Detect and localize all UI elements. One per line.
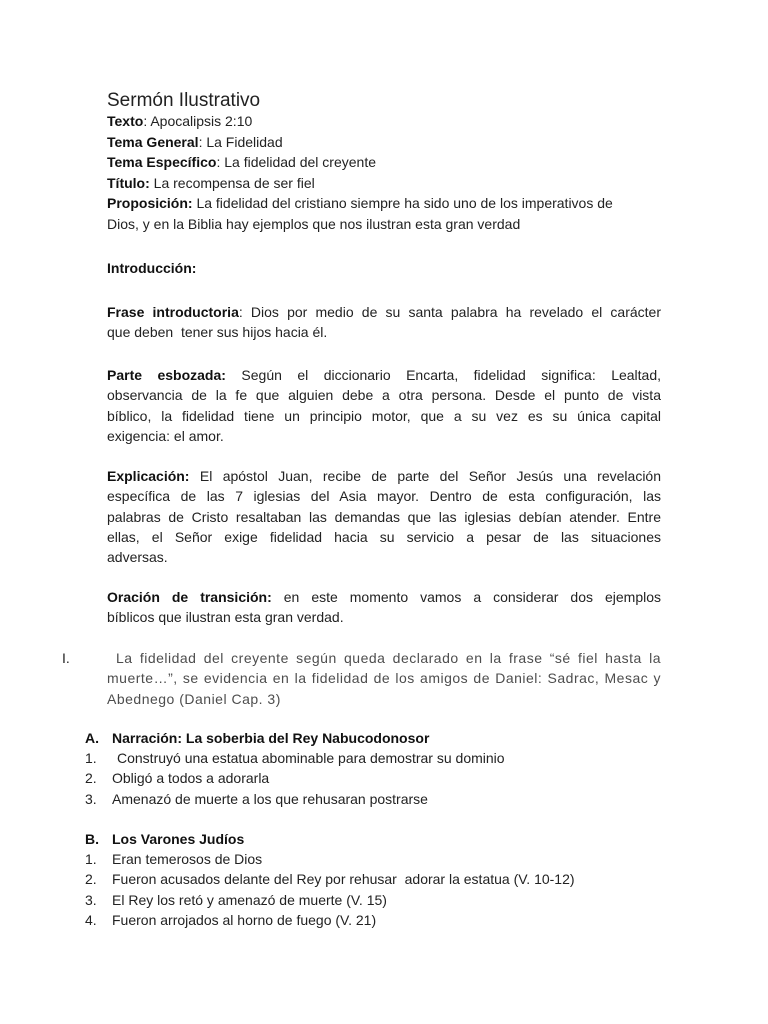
list-item-text: Fueron arrojados al horno de fuego (V. 21) xyxy=(112,911,377,928)
parte-line-1 xyxy=(107,365,661,385)
explicacion-line-4: ellas, el Señor exige fidelidad hacia su servicio a pesar de las situaciones xyxy=(107,528,661,545)
parte-esbozada-paragraph xyxy=(107,365,661,446)
frase-line-1 xyxy=(107,302,661,322)
explicacion-line-1 xyxy=(107,466,661,486)
oracion-line-2: bíblicos que ilustran esta gran verdad. xyxy=(107,609,344,626)
subsection-b-marker: B. xyxy=(85,831,99,847)
oracion-transicion-paragraph xyxy=(107,587,661,628)
list-item xyxy=(85,748,661,768)
section-1-line-3: Abednego (Daniel Cap. 3) xyxy=(107,690,281,707)
frase-text-1: : Dios por medio de su santa palabra ha revelado el carácter xyxy=(238,304,661,320)
section-1-numeral: I. xyxy=(62,650,70,666)
proposicion-text-1: La fidelidad del cristiano siempre ha sido uno de los imperativos de xyxy=(196,195,613,211)
subsection-a-marker: A. xyxy=(85,730,99,746)
meta-titulo-value: La recompensa de ser fiel xyxy=(153,174,315,191)
subsection-b-title: Los Varones Judíos xyxy=(112,831,245,847)
list-item-number: 2. xyxy=(85,871,97,888)
subsection-b-heading xyxy=(85,829,661,849)
introduccion-heading-text: Introducción: xyxy=(107,260,197,276)
subsection-a-title: Narración: La soberbia del Rey Nabucodonosor xyxy=(112,730,430,746)
list-item-text: El Rey los retó y amenazó de muerte (V. 15) xyxy=(112,891,387,908)
explicacion-text-1: El apóstol Juan, recibe de parte del Señor Jesús una revelación xyxy=(199,468,661,484)
meta-texto-value: : Apocalipsis 2:10 xyxy=(143,113,253,129)
subsection-b-list xyxy=(85,849,661,930)
meta-tema-especifico-value: : La fidelidad del creyente xyxy=(216,154,377,170)
list-item xyxy=(85,789,661,809)
meta-texto-label: Texto xyxy=(107,113,144,129)
proposicion-label: Proposición: xyxy=(107,195,193,211)
section-1-line-2: muerte…”, se evidencia en la fidelidad de los amigos de Daniel: Sadrac, Mesac y xyxy=(107,670,661,687)
oracion-text-1: en este momento vamos a considerar dos ejemplos xyxy=(283,589,661,605)
list-item xyxy=(85,890,661,910)
parte-line-2: observancia de la fe que alguien debe a otra persona. Desde el punto de vista xyxy=(107,387,661,404)
list-item xyxy=(85,849,661,869)
list-item-number: 3. xyxy=(85,891,97,908)
list-item-number: 2. xyxy=(85,770,97,787)
list-item-text: Obligó a todos a adorarla xyxy=(112,770,270,787)
introduccion-heading xyxy=(107,258,661,278)
list-item xyxy=(85,768,661,788)
parte-text-1: Según el diccionario Encarta, fidelidad significa: Lealtad, xyxy=(241,367,661,383)
list-item xyxy=(85,869,661,889)
meta-tema-especifico xyxy=(107,152,661,173)
list-item-number: 4. xyxy=(85,911,97,928)
explicacion-paragraph xyxy=(107,466,661,567)
section-1-paragraph xyxy=(107,648,661,709)
list-item-text: Amenazó de muerte a los que rehusaran postrarse xyxy=(112,790,428,807)
list-item xyxy=(85,910,661,930)
frase-line-2: que deben tener sus hijos hacia él. xyxy=(107,324,328,341)
frase-introductoria-paragraph xyxy=(107,302,661,343)
list-item-text: Construyó una estatua abominable para demostrar su dominio xyxy=(117,750,505,766)
parte-label: Parte esbozada: xyxy=(107,367,226,383)
list-item-number: 3. xyxy=(85,790,97,807)
list-item-number: 1. xyxy=(85,851,97,867)
sermon-metadata xyxy=(107,111,661,234)
list-item-number: 1. xyxy=(85,750,97,766)
document-title: Sermón Ilustrativo xyxy=(107,90,261,111)
meta-tema-general-label: Tema General xyxy=(107,133,199,150)
meta-texto xyxy=(107,111,661,132)
meta-tema-general-value: : La Fidelidad xyxy=(198,133,283,150)
list-item-text: Eran temerosos de Dios xyxy=(112,851,263,867)
proposicion-line-1 xyxy=(107,193,661,214)
section-1-line-1: La fidelidad del creyente según queda declarado en la frase “sé fiel hasta la xyxy=(116,650,661,666)
parte-line-3: bíblico, la fidelidad tiene un principio motor, que a su vez es su única capital xyxy=(107,407,661,424)
oracion-line-1 xyxy=(107,587,661,607)
meta-tema-especifico-label: Tema Específico xyxy=(107,154,217,170)
explicacion-line-2: específica de las 7 iglesias del Asia mayor. Dentro de esta configuración, las xyxy=(107,488,661,505)
meta-titulo xyxy=(107,173,661,194)
explicacion-line-3: palabras de Cristo resaltaban las demandas que las iglesias debían atender. Entre xyxy=(107,508,661,525)
oracion-label: Oración de transición: xyxy=(107,589,272,605)
list-item-text: Fueron acusados delante del Rey por rehusar adorar la estatua (V. 10-12) xyxy=(112,871,575,888)
proposicion-line-2: Dios, y en la Biblia hay ejemplos que nos ilustran esta gran verdad xyxy=(107,215,521,232)
subsection-a-list xyxy=(85,748,661,809)
frase-label: Frase introductoria xyxy=(107,304,239,320)
parte-line-4: exigencia: el amor. xyxy=(107,427,224,444)
subsection-a-heading xyxy=(85,728,661,748)
explicacion-label: Explicación: xyxy=(107,468,190,484)
meta-tema-general xyxy=(107,132,661,153)
explicacion-line-5: adversas. xyxy=(107,549,168,566)
meta-titulo-label: Título: xyxy=(107,174,150,191)
